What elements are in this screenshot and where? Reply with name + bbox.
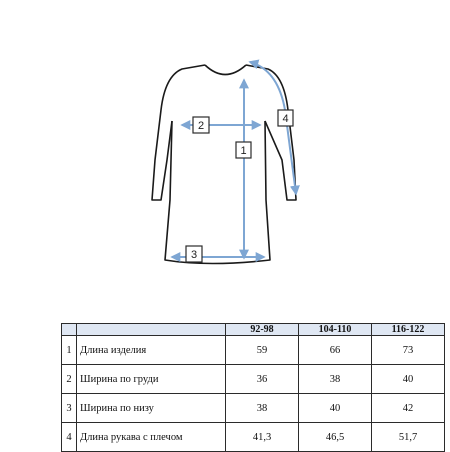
row-number: 1 — [62, 336, 77, 365]
row-value: 41,3 — [226, 423, 299, 452]
row-number: 2 — [62, 365, 77, 394]
header-num-cell — [62, 324, 77, 336]
size-table — [61, 323, 445, 452]
table-row — [62, 365, 445, 394]
header-size-116-122: 116-122 — [372, 324, 445, 336]
marker-4 — [278, 110, 293, 126]
size-table-header — [62, 324, 445, 336]
marker-2 — [193, 117, 209, 133]
marker-3-label: 3 — [190, 249, 198, 261]
row-number: 3 — [62, 394, 77, 423]
row-value: 73 — [372, 336, 445, 365]
row-value: 66 — [299, 336, 372, 365]
marker-3 — [186, 246, 202, 262]
table-row — [62, 394, 445, 423]
row-value: 42 — [372, 394, 445, 423]
measurement-arrows — [172, 62, 296, 258]
row-value: 40 — [372, 365, 445, 394]
header-size-92-98: 92-98 — [226, 324, 299, 336]
row-measure-name: Ширина по низу — [77, 394, 226, 423]
table-row — [62, 423, 445, 452]
row-value: 51,7 — [372, 423, 445, 452]
header-name-cell — [77, 324, 226, 336]
row-value: 46,5 — [299, 423, 372, 452]
header-size-104-110: 104-110 — [299, 324, 372, 336]
row-value: 38 — [299, 365, 372, 394]
row-measure-name: Длина изделия — [77, 336, 226, 365]
row-number: 4 — [62, 423, 77, 452]
row-value: 36 — [226, 365, 299, 394]
sleeve-arrow — [250, 62, 296, 194]
marker-2-label: 2 — [197, 120, 205, 132]
table-row — [62, 336, 445, 365]
row-value: 38 — [226, 394, 299, 423]
row-value: 59 — [226, 336, 299, 365]
marker-1 — [236, 142, 251, 158]
dress-outline — [152, 65, 296, 264]
row-value: 40 — [299, 394, 372, 423]
marker-4-label: 4 — [282, 113, 289, 125]
marker-1-label: 1 — [240, 145, 247, 157]
row-measure-name: Длина рукава с плечом — [77, 423, 226, 452]
row-measure-name: Ширина по груди — [77, 365, 226, 394]
